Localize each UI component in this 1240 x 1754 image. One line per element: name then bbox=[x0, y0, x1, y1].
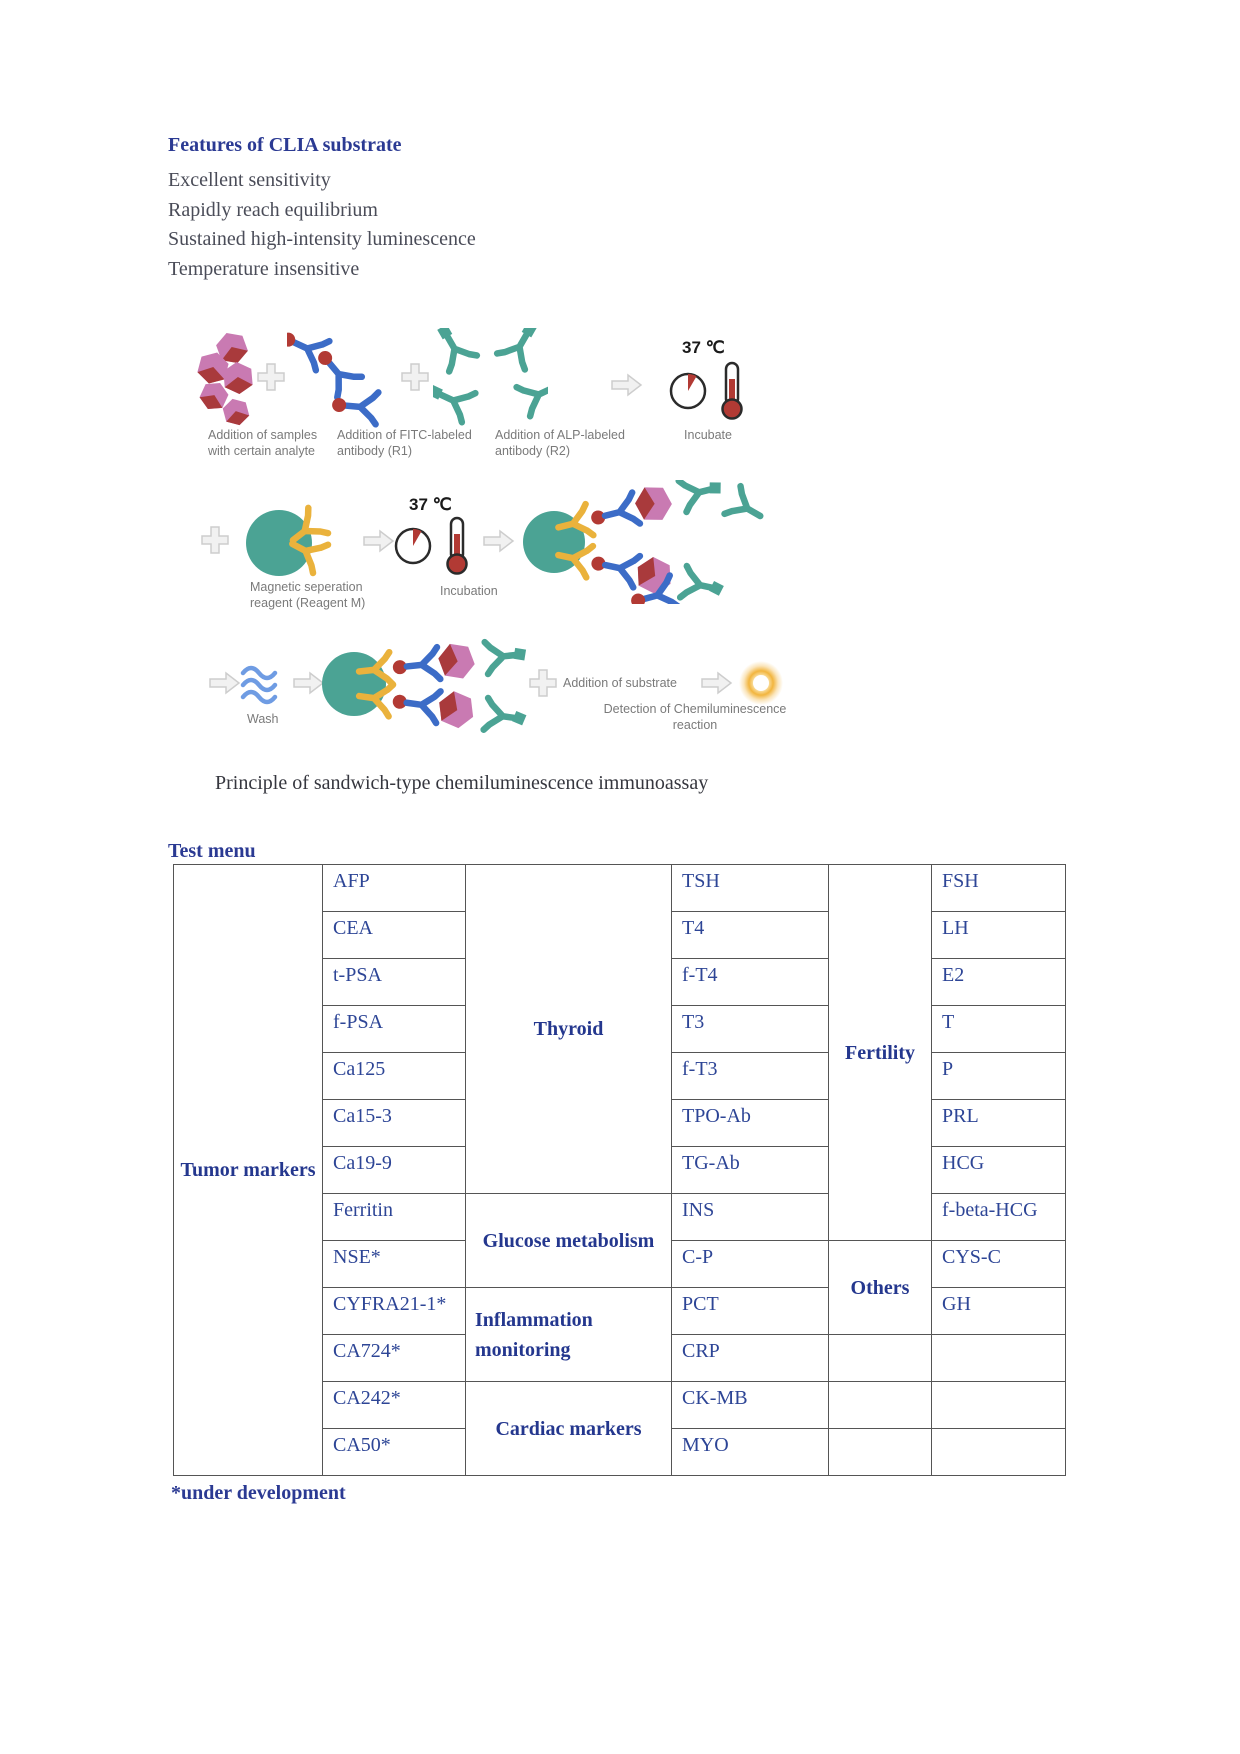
test-cell: INS bbox=[672, 1194, 829, 1241]
table-row bbox=[174, 865, 1066, 912]
test-cell: f-T3 bbox=[672, 1053, 829, 1100]
test-cell: CA242* bbox=[323, 1382, 466, 1429]
empty-cell bbox=[932, 1335, 1066, 1382]
thermometer-icon bbox=[448, 518, 467, 574]
substrate-glow-icon bbox=[738, 660, 784, 706]
plus-icon bbox=[256, 362, 286, 392]
group-cell: Cardiac markers bbox=[466, 1382, 672, 1476]
plus-icon bbox=[200, 525, 230, 555]
clock-icon bbox=[396, 529, 430, 563]
test-cell: GH bbox=[932, 1288, 1066, 1335]
reagent-m-label: Magnetic seperation reagent (Reagent M) bbox=[250, 580, 366, 610]
footnote: *under development bbox=[171, 1482, 346, 1504]
test-cell: CA50* bbox=[323, 1429, 466, 1476]
test-cell: MYO bbox=[672, 1429, 829, 1476]
test-menu-heading: Test menu bbox=[168, 840, 256, 862]
test-menu-table bbox=[173, 864, 1066, 1476]
detection-label: Detection of Chemiluminescence reaction bbox=[603, 702, 787, 732]
test-cell: TPO-Ab bbox=[672, 1100, 829, 1147]
plus-icon bbox=[528, 668, 558, 698]
feature-item: Temperature insensitive bbox=[168, 257, 360, 280]
test-cell: CEA bbox=[323, 912, 466, 959]
incubation-label: Incubation bbox=[440, 584, 498, 598]
test-cell: Ca125 bbox=[323, 1053, 466, 1100]
test-cell: T3 bbox=[672, 1006, 829, 1053]
test-cell: t-PSA bbox=[323, 959, 466, 1006]
feature-item: Sustained high-intensity luminescence bbox=[168, 228, 476, 250]
test-cell: AFP bbox=[323, 865, 466, 912]
incubation-icons bbox=[391, 515, 481, 577]
incubate-label: Incubate bbox=[684, 428, 732, 442]
diagram-caption: Principle of sandwich-type chemiluminescence immunoassay bbox=[215, 772, 709, 794]
fitc-antibody-icon bbox=[287, 328, 399, 430]
test-cell: CK-MB bbox=[672, 1382, 829, 1429]
arrow-icon bbox=[610, 372, 644, 398]
temperature-text: 37 ℃ bbox=[682, 338, 725, 357]
arrow-icon bbox=[482, 528, 516, 554]
test-cell: CYFRA21-1* bbox=[323, 1288, 466, 1335]
test-cell: P bbox=[932, 1053, 1066, 1100]
test-cell: T bbox=[932, 1006, 1066, 1053]
test-cell: CYS-C bbox=[932, 1241, 1066, 1288]
test-cell: T4 bbox=[672, 912, 829, 959]
samples-label: Addition of samples with certain analyte bbox=[208, 428, 318, 458]
empty-cell bbox=[829, 1429, 932, 1476]
test-cell: f-PSA bbox=[323, 1006, 466, 1053]
features-heading: Features of CLIA substrate bbox=[168, 134, 402, 156]
substrate-label: Addition of substrate bbox=[563, 676, 677, 690]
test-cell: f-T4 bbox=[672, 959, 829, 1006]
immune-complex-icon bbox=[318, 634, 533, 736]
arrow-icon bbox=[208, 670, 242, 696]
analyte-samples-icon bbox=[192, 332, 264, 428]
clock-icon bbox=[671, 374, 705, 408]
feature-item: Rapidly reach equilibrium bbox=[168, 198, 378, 221]
test-cell: LH bbox=[932, 912, 1066, 959]
group-cell: Tumor markers bbox=[174, 865, 323, 1476]
arrow-icon bbox=[700, 670, 734, 696]
test-cell: Ca19-9 bbox=[323, 1147, 466, 1194]
empty-cell bbox=[932, 1382, 1066, 1429]
test-cell: PCT bbox=[672, 1288, 829, 1335]
temperature-text: 37 ℃ bbox=[409, 495, 452, 514]
test-cell: C-P bbox=[672, 1241, 829, 1288]
r1-label: Addition of FITC-labeled antibody (R1) bbox=[337, 428, 472, 458]
immune-complex-icon bbox=[514, 480, 764, 604]
test-cell: TG-Ab bbox=[672, 1147, 829, 1194]
group-cell: Others bbox=[829, 1241, 932, 1335]
group-cell: Glucose metabolism bbox=[466, 1194, 672, 1288]
test-cell: CA724* bbox=[323, 1335, 466, 1382]
test-cell: E2 bbox=[932, 959, 1066, 1006]
test-cell: FSH bbox=[932, 865, 1066, 912]
test-cell: NSE* bbox=[323, 1241, 466, 1288]
test-cell: TSH bbox=[672, 865, 829, 912]
test-cell: Ferritin bbox=[323, 1194, 466, 1241]
empty-cell bbox=[932, 1429, 1066, 1476]
feature-item: Excellent sensitivity bbox=[168, 169, 331, 191]
test-cell: f-beta-HCG bbox=[932, 1194, 1066, 1241]
empty-cell bbox=[829, 1382, 932, 1429]
test-cell: Ca15-3 bbox=[323, 1100, 466, 1147]
wash-label: Wash bbox=[247, 712, 279, 726]
plus-icon bbox=[400, 362, 430, 392]
incubate-icons bbox=[666, 360, 756, 422]
thermometer-icon bbox=[723, 363, 742, 419]
wash-waves-icon bbox=[239, 664, 289, 708]
alp-antibody-icon bbox=[433, 328, 548, 430]
group-cell: Thyroid bbox=[466, 865, 672, 1194]
group-cell: Fertility bbox=[829, 865, 932, 1241]
empty-cell bbox=[829, 1335, 932, 1382]
group-cell: Inflammation monitoring bbox=[466, 1288, 672, 1382]
test-cell: HCG bbox=[932, 1147, 1066, 1194]
test-menu-table-body bbox=[174, 865, 1066, 1476]
test-cell: PRL bbox=[932, 1100, 1066, 1147]
r2-label: Addition of ALP-labeled antibody (R2) bbox=[495, 428, 625, 458]
magnetic-bead-icon bbox=[243, 503, 361, 583]
test-cell: CRP bbox=[672, 1335, 829, 1382]
